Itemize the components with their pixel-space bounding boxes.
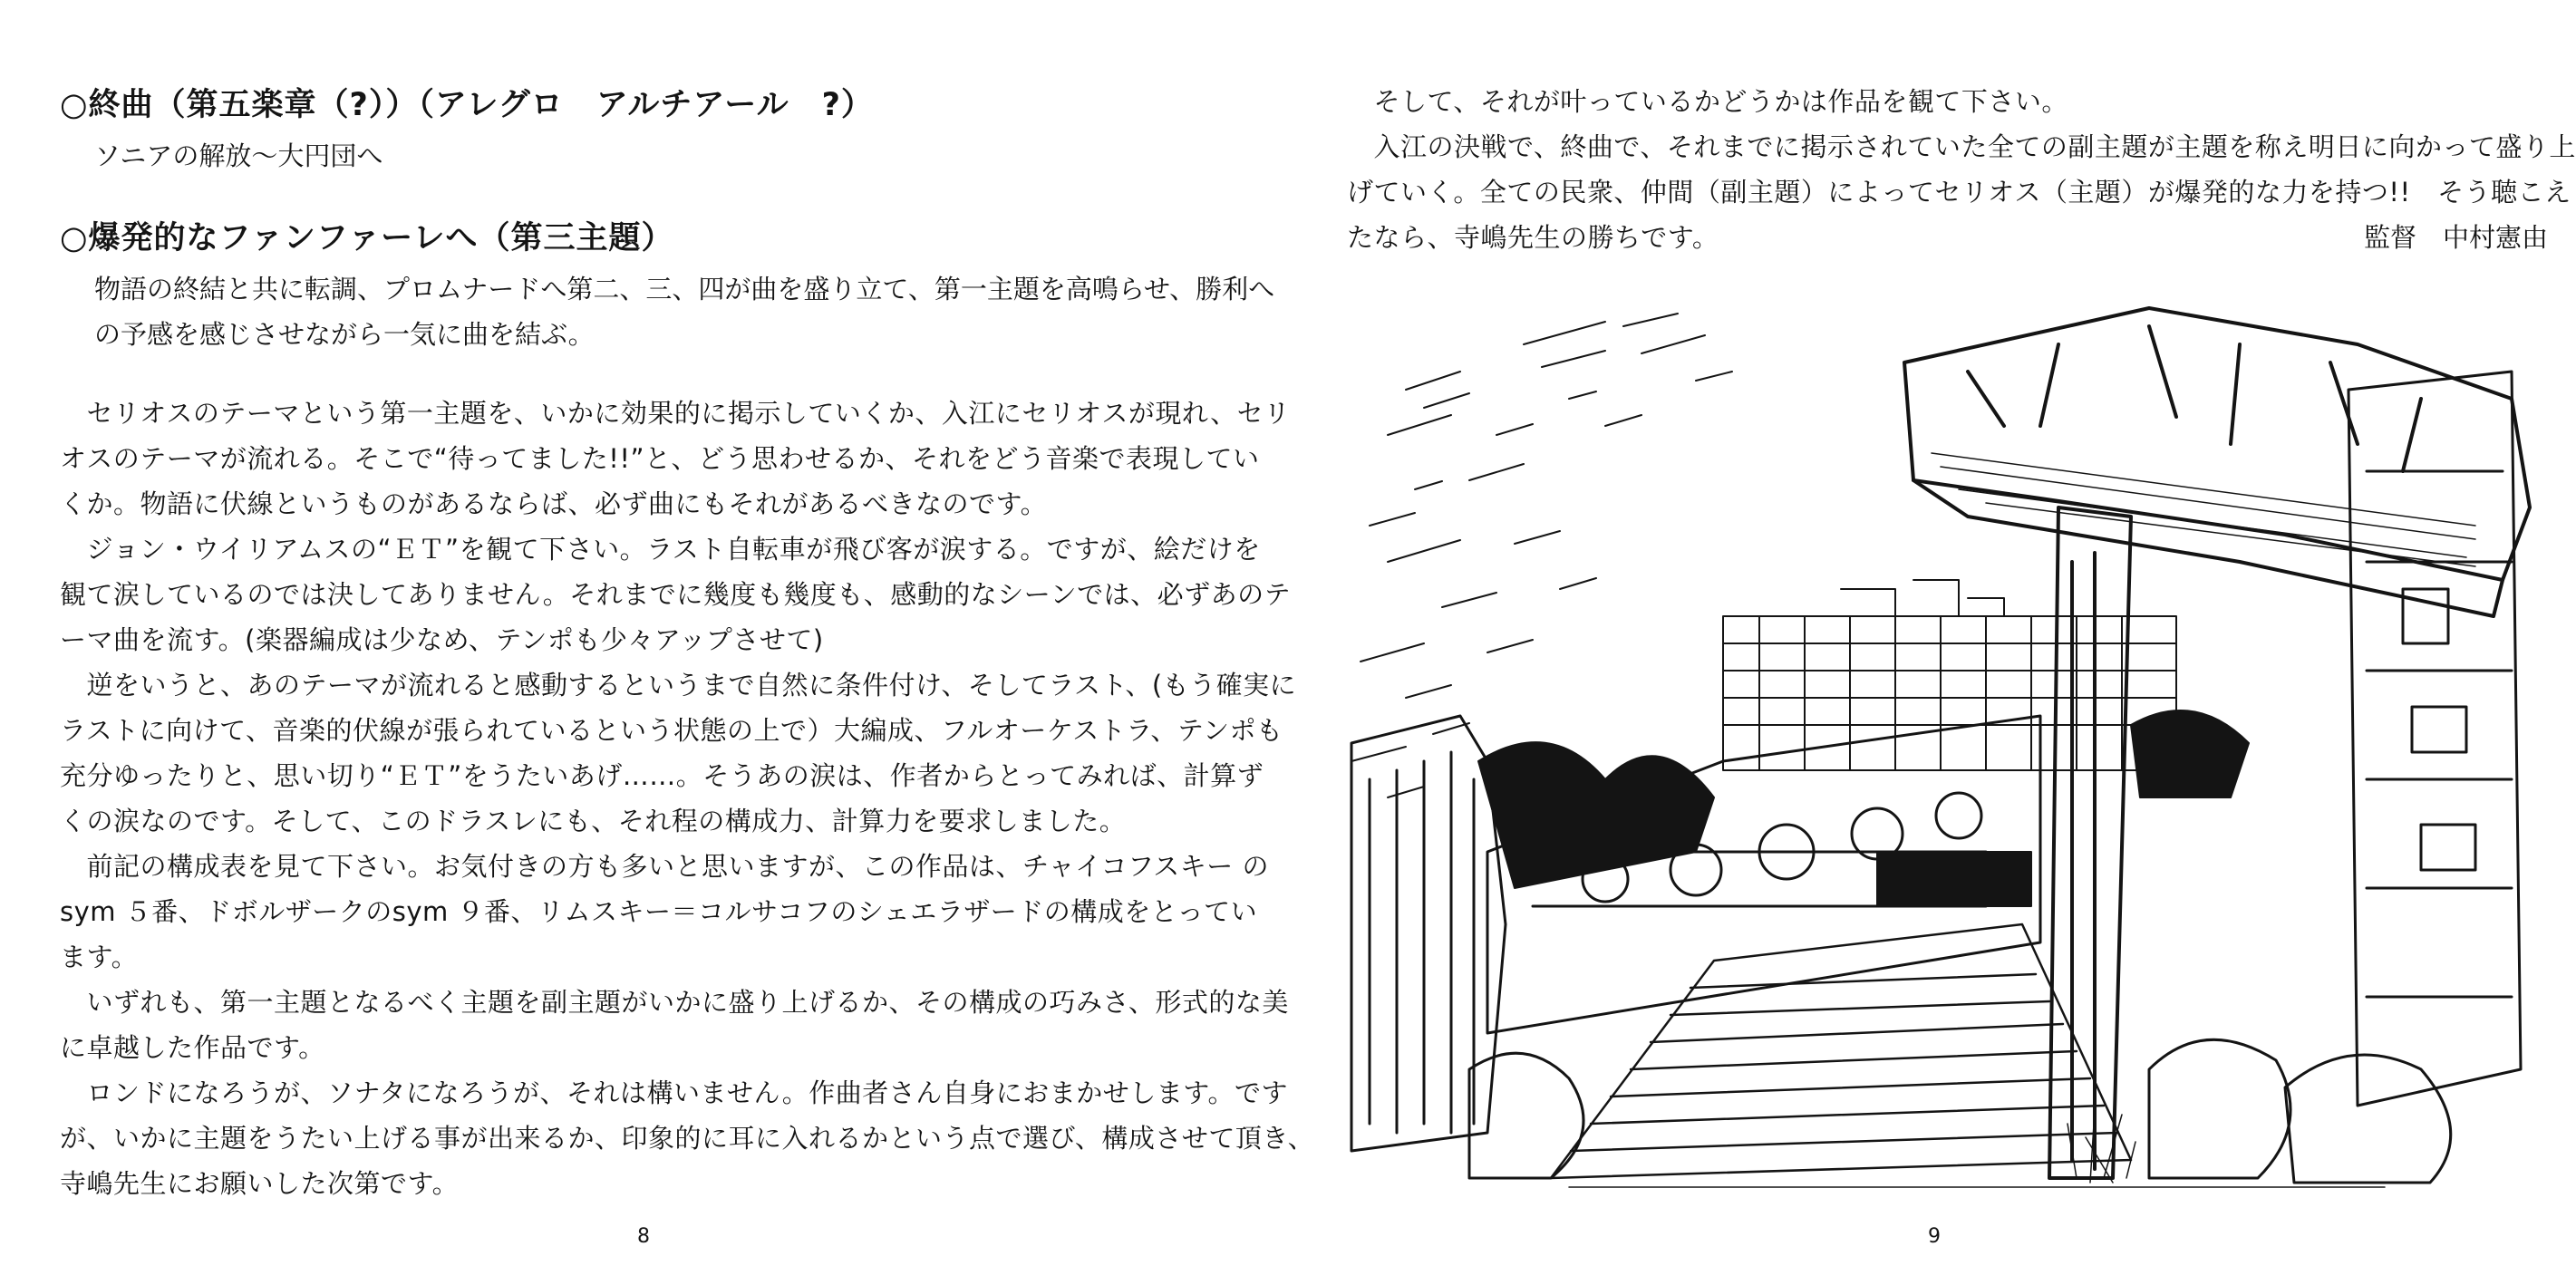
finale-subtitle: ソニアの解放～大円団へ bbox=[94, 140, 383, 171]
body-line: ます。 bbox=[60, 942, 139, 972]
body-line: に卓越した作品です。 bbox=[60, 1032, 325, 1063]
body-line: セリオスのテーマという第一主題を、いかに効果的に掲示していくか、入江にセリオスが現れ、セリ bbox=[60, 398, 1291, 429]
body-line: ーマ曲を流す。(楽器編成は少なめ、テンポも少々アップさせて) bbox=[60, 624, 824, 655]
signature: 監督 中村憲由 bbox=[2363, 222, 2548, 253]
right-text-line: 入江の決戦で、終曲で、それまでに掲示されていた全ての副主題が主題を称え明日に向かって盛り上 bbox=[1347, 131, 2576, 162]
body-line: ラストに向けて、音楽的伏線が張られているという状態の上で）大編成、フルオーケストラ、テンポも bbox=[60, 715, 1283, 746]
body-line: くの涙なのです。そして、このドラスレにも、それ程の構成力、計算力を要求しました。 bbox=[60, 806, 1127, 836]
body-line: 逆をいうと、あのテーマが流れると感動するというまで自然に条件付け、そしてラスト、(もう確実に bbox=[60, 670, 1297, 700]
right-page bbox=[1288, 0, 2576, 1285]
body-line: くか。物語に伏線というものがあるならば、必ず曲にもそれがあるべきなのです。 bbox=[60, 488, 1048, 519]
body-line: 充分ゆったりと、思い切り“ＥＴ”をうたいあげ……。そうあの涙は、作者からとってみれば、計算ず bbox=[60, 760, 1264, 791]
page-number-left: 8 bbox=[637, 1225, 650, 1248]
fanfare-heading: ○爆発的なファンファーレへ（第三主題） bbox=[60, 220, 674, 256]
fanfare-description-line: 物語の終結と共に転調、プロムナードへ第二、三、四が曲を盛り立て、第一主題を高鳴らせ、勝利へ bbox=[94, 274, 1275, 304]
finale-heading: ○終曲（第五楽章（?））（アレグロ アルチアール ?） bbox=[60, 87, 874, 123]
body-line: ジョン・ウイリアムスの“ＥＴ”を観て下さい。ラスト自転車が飛び客が涙する。ですが、絵だけを bbox=[60, 534, 1261, 565]
body-line: sym ５番、ドボルザークのsym ９番、リムスキー＝コルサコフのシェエラザードの構成をとってい bbox=[60, 896, 1258, 927]
body-line: オスのテーマが流れる。そこで“待ってました!!”と、どう思わせるか、それをどう音楽で表現してい bbox=[60, 443, 1260, 474]
body-line: いずれも、第一主題となるべく主題を副主題がいかに盛り上げるか、その構成の巧みさ、形式的な美 bbox=[60, 987, 1289, 1018]
fanfare-description-line: の予感を感じさせながら一気に曲を結ぶ。 bbox=[94, 319, 595, 350]
right-text-line: たなら、寺嶋先生の勝ちです。 bbox=[1347, 222, 1719, 253]
body-line: が、いかに主題をうたい上げる事が出来るか、印象的に耳に入れるかという点で選び、構成させて頂き、 bbox=[60, 1123, 1315, 1154]
right-text-line: げていく。全ての民衆、仲間（副主題）によってセリオス（主題）が爆発的な力を持つ!! そう聴こえ bbox=[1347, 177, 2571, 208]
right-text-line: そして、それが叶っているかどうかは作品を観て下さい。 bbox=[1347, 86, 2068, 117]
page-number-right: 9 bbox=[1928, 1225, 1941, 1248]
body-line: 前記の構成表を見て下さい。お気付きの方も多いと思いますが、この作品は、チャイコフスキー の bbox=[60, 851, 1270, 882]
body-line: 寺嶋先生にお願いした次第です。 bbox=[60, 1168, 460, 1199]
body-line: 観て涙しているのでは決してありません。それまでに幾度も幾度も、感動的なシーンでは、必ずあのテ bbox=[60, 579, 1292, 610]
ruined-temple-stairs-illustration bbox=[1333, 290, 2557, 1205]
body-line: ロンドになろうが、ソナタになろうが、それは構いません。作曲者さん自身におまかせします。です bbox=[60, 1077, 1288, 1108]
